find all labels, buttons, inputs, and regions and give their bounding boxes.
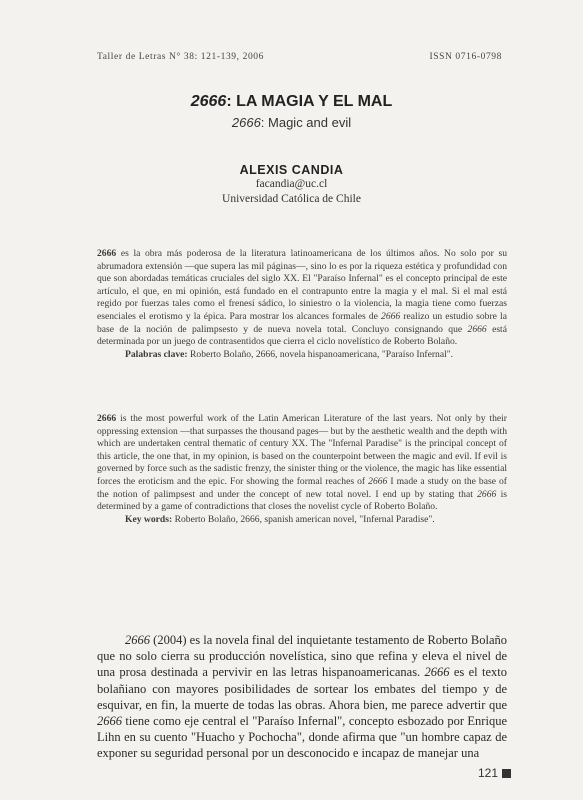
abstract-text-part: realizo un estudio sobre la base de la noción de palimpsesto y de nueva novela total. Concluyo consignando que bbox=[97, 310, 507, 335]
author-name: ALEXIS CANDIA bbox=[239, 163, 344, 177]
keywords-english bbox=[97, 514, 507, 527]
author-affiliation: Universidad Católica de Chile bbox=[222, 193, 361, 205]
title-number: 2666 bbox=[190, 93, 227, 110]
abstract-text-part: is the most powerful work of the Latin American Literature of the last years. Not only by their oppressing extension —that surpasses the thousand pages— but by the aesthetic wealth and the depth with which are undertaken central thematic of century XX. The "Infernal Paradise" is the principal concept of this article, the one that, in my opinion, is based on the counterpoint between the magic and evil. If evil is governed by force such as the sadistic frenzy, the sinister thing or the violence, the magic has like essential forces the eroticism and the epic. For showing the formal reaches of bbox=[97, 413, 507, 487]
running-head bbox=[97, 52, 502, 62]
abstract-english-text bbox=[97, 413, 507, 514]
body-paragraph bbox=[97, 632, 507, 762]
page-number-text: 121 bbox=[478, 766, 499, 780]
title-text: : LA MAGIA Y EL MAL bbox=[226, 93, 393, 110]
issn: ISSN 0716-0798 bbox=[429, 52, 502, 62]
body-text-part: (2004) es la novela final del inquietante testamento de Roberto Bolaño que no solo cierra su producción novelística, sino que refina y eleva el nivel de una prosa destinada a pervivir en las letras hispanoamericanas. bbox=[97, 633, 507, 680]
page-number bbox=[478, 766, 511, 780]
abstract-number: 2666 bbox=[381, 310, 401, 322]
subtitle-number: 2666 bbox=[231, 115, 261, 130]
abstract-text-part: is determined by a game of contradictions that closes the novelist cycle of Roberto Bolaño. bbox=[97, 488, 507, 513]
keywords-spanish bbox=[97, 349, 507, 362]
article-subtitle bbox=[0, 115, 583, 130]
keywords-label: Palabras clave: bbox=[125, 348, 188, 360]
title-block bbox=[0, 93, 583, 130]
keywords-text: Roberto Bolaño, 2666, spanish american novel, "Infernal Paradise". bbox=[172, 513, 435, 525]
abstract-number: 2666 bbox=[368, 475, 388, 487]
body-text-part: es el texto bolañiano con mayores posibilidades de sortear los embates del tiempo y de esquivar, en fin, la muerte de todas las obras. Ahora bien, me parece advertir que bbox=[97, 665, 507, 712]
abstract-lead-number: 2666 bbox=[97, 413, 117, 424]
folio-square-icon bbox=[502, 769, 511, 778]
abstract-number: 2666 bbox=[477, 488, 497, 500]
body-text bbox=[97, 632, 507, 762]
journal-citation: Taller de Letras N° 38: 121-139, 2006 bbox=[97, 52, 265, 62]
abstract-lead-number: 2666 bbox=[97, 248, 117, 259]
author-block bbox=[0, 163, 583, 207]
abstract-text-part: está determinada por un juego de contrasentidos que cierra el ciclo novelístico de Roberto Bolaño. bbox=[97, 323, 507, 348]
keywords-label: Key words: bbox=[125, 513, 173, 525]
body-number: 2666 bbox=[424, 665, 450, 680]
abstract-number: 2666 bbox=[467, 323, 487, 335]
article-title bbox=[0, 93, 583, 111]
abstract-text-part: I made a study on the base of the notion of palimpsest and under the concept of new total novel. I end up by stating that bbox=[97, 475, 507, 500]
subtitle-text: : Magic and evil bbox=[260, 115, 352, 130]
abstract-text-part: es la obra más poderosa de la literatura latinoamericana de los últimos años. No solo por su abrumadora extensión —que supera las mil páginas—, sino lo es por la riqueza estética y profundidad con que son abordadas temáticas cruciales del siglo XX. El "Paraíso Infernal" es el concepto principal de este artículo, el que, en mi opinión, está fundado en el contrapunto entre la magia y el mal. Si el mal está regido por fuerzas tales como el frenesí sádico, lo siniestro o la violencia, la magia tiene como fuerzas esenciales el erotismo y la épica. Para mostrar los alcances formales de bbox=[97, 248, 507, 322]
body-number: 2666 bbox=[97, 714, 122, 729]
keywords-text: Roberto Bolaño, 2666, novela hispanoamericana, "Paraíso Infernal". bbox=[187, 348, 454, 360]
abstract-spanish bbox=[97, 248, 507, 361]
abstract-spanish-text bbox=[97, 248, 507, 349]
body-text-part: tiene como eje central el "Paraíso Infernal", concepto esbozado por Enrique Lihn en su cuento "Huacho y Pochocha", donde afirma que "un hombre capaz de exponer su seguridad personal por un desconocido e incapaz de manejar una bbox=[97, 714, 507, 761]
author-email: facandia@uc.cl bbox=[255, 178, 328, 190]
body-number: 2666 bbox=[125, 633, 150, 647]
abstract-english bbox=[97, 413, 507, 526]
